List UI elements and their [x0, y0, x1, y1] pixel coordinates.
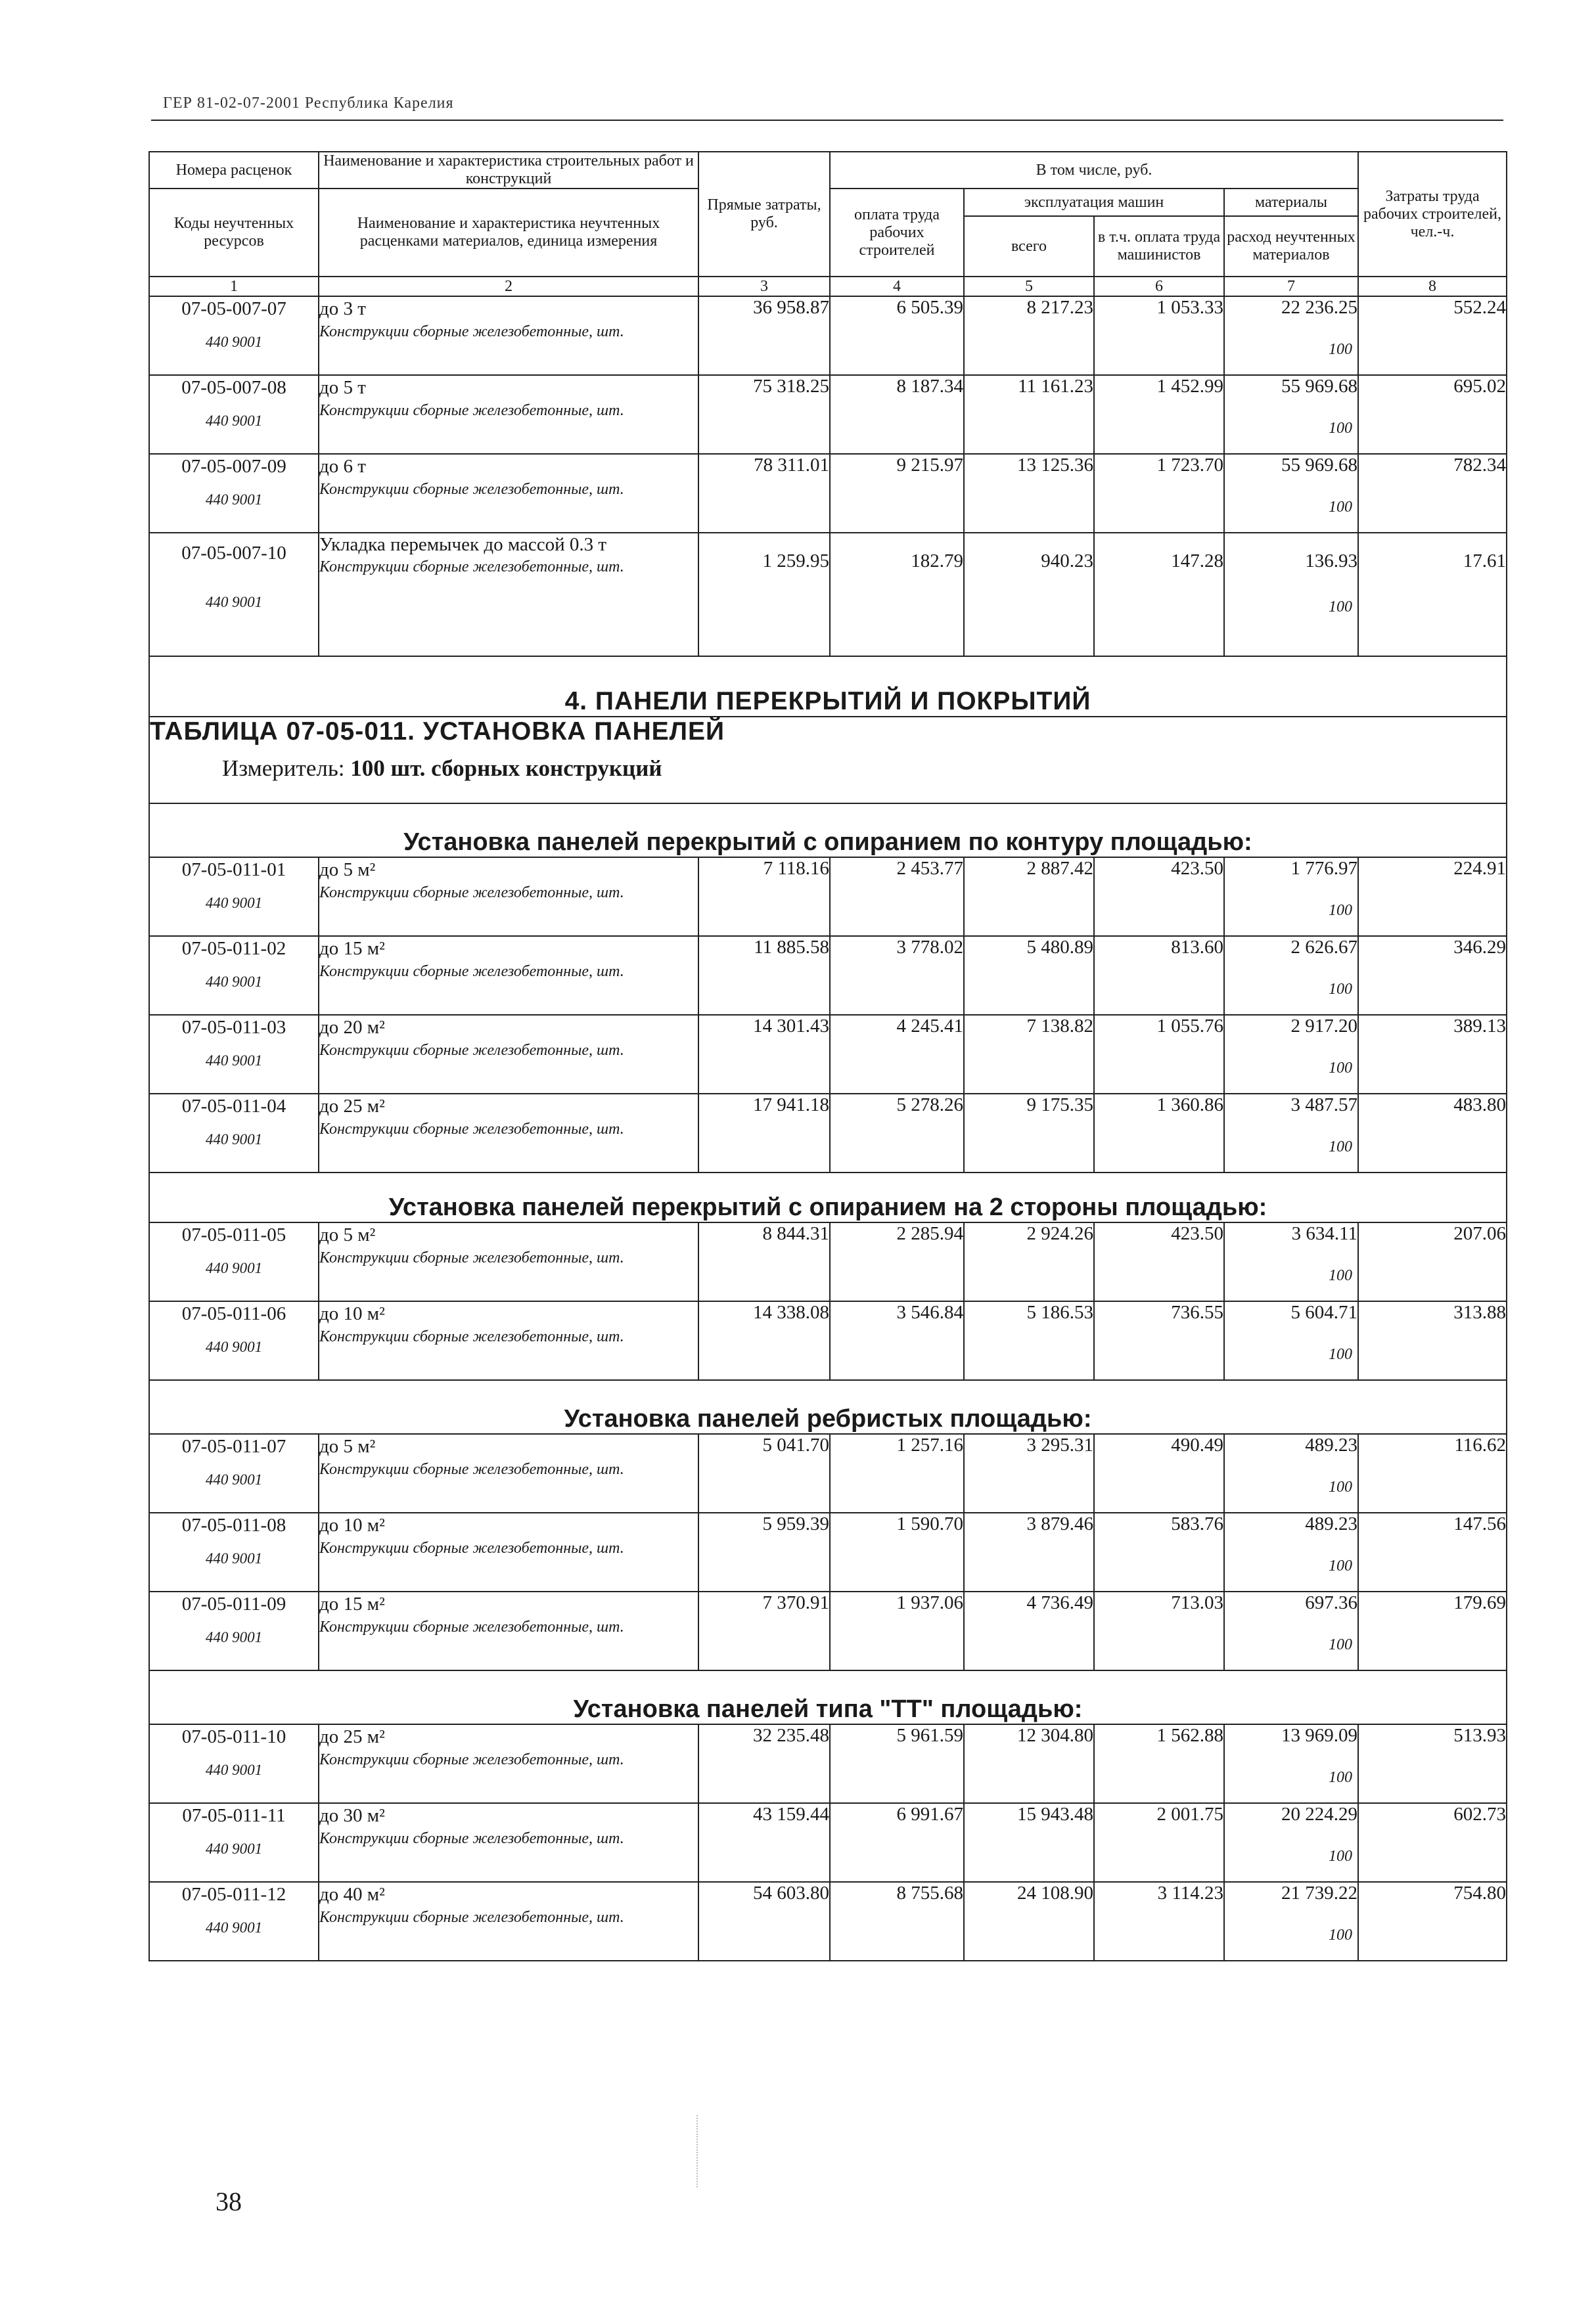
labor-hours: 147.56 [1358, 1513, 1507, 1592]
labor-cost: 5 278.26 [830, 1094, 964, 1173]
labor-hours: 483.80 [1358, 1094, 1507, 1173]
machine-cost: 5 480.89 [964, 936, 1094, 1015]
material-cost: 2 626.67 [1290, 937, 1357, 958]
machine-cost: 13 125.36 [964, 454, 1094, 533]
machine-cost: 5 186.53 [964, 1301, 1094, 1380]
material-cost: 55 969.68 [1281, 455, 1357, 476]
operator-cost: 1 723.70 [1094, 454, 1224, 533]
labor-cost: 9 215.97 [830, 454, 964, 533]
labor-cost: 1 937.06 [830, 1592, 964, 1670]
head-including: В том числе, руб. [830, 152, 1358, 189]
direct-cost: 7 370.91 [698, 1592, 830, 1670]
resource-code: 440 9001 [205, 594, 263, 610]
work-name: до 15 м² [319, 938, 385, 959]
work-name: до 25 м² [319, 1096, 385, 1117]
direct-cost: 8 844.31 [698, 1222, 830, 1301]
labor-hours: 754.80 [1358, 1882, 1507, 1961]
head-c1b: Коды неучтенных ресурсов [149, 189, 319, 277]
resource-code: 440 9001 [205, 1841, 263, 1857]
operator-cost: 1 452.99 [1094, 375, 1224, 454]
machine-cost: 4 736.49 [964, 1592, 1094, 1670]
resource-code: 440 9001 [205, 334, 263, 350]
material-name: Конструкции сборные железобетонные, шт. [319, 1328, 624, 1345]
work-name: Укладка перемычек до массой 0.3 т [319, 534, 607, 555]
table-row [149, 1724, 1507, 1803]
labor-cost: 1 590.70 [830, 1513, 964, 1592]
labor-cost: 3 778.02 [830, 936, 964, 1015]
operator-cost: 2 001.75 [1094, 1803, 1224, 1882]
labor-hours: 17.61 [1358, 533, 1507, 656]
operator-cost: 3 114.23 [1094, 1882, 1224, 1961]
material-name: Конструкции сборные железобетонные, шт. [319, 402, 624, 419]
material-usage: 100 [1329, 1927, 1352, 1944]
labor-cost: 8 755.68 [830, 1882, 964, 1961]
machine-cost: 2 924.26 [964, 1222, 1094, 1301]
table-row [149, 1513, 1507, 1592]
rate-code: 07-05-007-10 [181, 543, 286, 564]
machine-cost: 11 161.23 [964, 375, 1094, 454]
work-name: до 5 т [319, 377, 366, 398]
material-cost: 489.23 [1305, 1513, 1357, 1534]
labor-cost: 182.79 [830, 533, 964, 656]
head-c7: расход неучтенных материалов [1224, 216, 1358, 277]
table-row [149, 1803, 1507, 1882]
resource-code: 440 9001 [205, 1260, 263, 1276]
direct-cost: 14 301.43 [698, 1015, 830, 1094]
material-cost: 3 487.57 [1290, 1094, 1357, 1115]
machine-cost: 2 887.42 [964, 857, 1094, 936]
operator-cost: 583.76 [1094, 1513, 1224, 1592]
rate-code: 07-05-007-08 [181, 377, 286, 398]
table-row [149, 1882, 1507, 1961]
resource-code: 440 9001 [205, 1339, 263, 1355]
material-usage: 100 [1329, 1557, 1352, 1575]
machine-cost: 8 217.23 [964, 296, 1094, 375]
material-cost: 1 776.97 [1290, 858, 1357, 879]
scan-artifact [696, 2115, 699, 2187]
material-name: Конструкции сборные железобетонные, шт. [319, 1461, 624, 1478]
labor-cost: 3 546.84 [830, 1301, 964, 1380]
table-row [149, 296, 1507, 375]
operator-cost: 813.60 [1094, 936, 1224, 1015]
operator-cost: 490.49 [1094, 1434, 1224, 1513]
machine-cost: 9 175.35 [964, 1094, 1094, 1173]
table-row [149, 936, 1507, 1015]
material-cost: 489.23 [1305, 1435, 1357, 1456]
rate-code: 07-05-011-05 [181, 1224, 286, 1245]
operator-cost: 1 360.86 [1094, 1094, 1224, 1173]
group-title: Установка панелей ребристых площадью: [149, 1380, 1507, 1434]
resource-code: 440 9001 [205, 1919, 263, 1936]
labor-hours: 782.34 [1358, 454, 1507, 533]
rate-code: 07-05-011-12 [181, 1884, 286, 1905]
material-usage: 100 [1329, 902, 1352, 919]
material-usage: 100 [1329, 1769, 1352, 1786]
price-table [148, 151, 1507, 1961]
page-number: 38 [216, 2187, 242, 2216]
material-name: Конструкции сборные железобетонные, шт. [319, 963, 624, 980]
material-name: Конструкции сборные железобетонные, шт. [319, 558, 624, 575]
machine-cost: 12 304.80 [964, 1724, 1094, 1803]
work-name: до 15 м² [319, 1594, 385, 1615]
work-name: до 10 м² [319, 1515, 385, 1536]
rate-code: 07-05-011-10 [181, 1726, 286, 1747]
work-name: до 30 м² [319, 1805, 385, 1826]
material-cost: 55 969.68 [1281, 376, 1357, 397]
group-title: Установка панелей перекрытий с опиранием на 2 стороны площадью: [149, 1173, 1507, 1222]
col-num-1: 1 [149, 277, 319, 296]
table-row [149, 1222, 1507, 1301]
material-usage: 100 [1329, 1848, 1352, 1865]
direct-cost: 7 118.16 [698, 857, 830, 936]
resource-code: 440 9001 [205, 1131, 263, 1148]
work-name: до 10 м² [319, 1303, 385, 1324]
material-name: Конструкции сборные железобетонные, шт. [319, 1909, 624, 1926]
labor-cost: 2 453.77 [830, 857, 964, 936]
direct-cost: 78 311.01 [698, 454, 830, 533]
table-row [149, 533, 1507, 656]
direct-cost: 54 603.80 [698, 1882, 830, 1961]
material-name: Конструкции сборные железобетонные, шт. [319, 1619, 624, 1636]
rate-code: 07-05-007-07 [181, 298, 286, 319]
col-num-3: 3 [698, 277, 830, 296]
resource-code: 440 9001 [205, 491, 263, 508]
section-title: 4. ПАНЕЛИ ПЕРЕКРЫТИЙ И ПОКРЫТИЙ [149, 656, 1507, 717]
table-title: ТАБЛИЦА 07-05-011. УСТАНОВКА ПАНЕЛЕЙ [150, 717, 725, 746]
operator-cost: 1 053.33 [1094, 296, 1224, 375]
labor-hours: 389.13 [1358, 1015, 1507, 1094]
table-row [149, 857, 1507, 936]
rate-code: 07-05-011-03 [181, 1017, 286, 1038]
labor-cost: 1 257.16 [830, 1434, 964, 1513]
labor-cost: 6 505.39 [830, 296, 964, 375]
operator-cost: 147.28 [1094, 533, 1224, 656]
material-cost: 20 224.29 [1281, 1804, 1357, 1825]
labor-cost: 4 245.41 [830, 1015, 964, 1094]
work-name: до 40 м² [319, 1884, 385, 1905]
material-usage: 100 [1329, 981, 1352, 998]
machine-cost: 940.23 [964, 533, 1094, 656]
rate-code: 07-05-011-08 [181, 1515, 286, 1536]
head-materials: материалы [1224, 189, 1358, 216]
material-name: Конструкции сборные железобетонные, шт. [319, 1249, 624, 1266]
direct-cost: 43 159.44 [698, 1803, 830, 1882]
operator-cost: 1 055.76 [1094, 1015, 1224, 1094]
col-num-5: 5 [964, 277, 1094, 296]
labor-hours: 224.91 [1358, 857, 1507, 936]
material-name: Конструкции сборные железобетонные, шт. [319, 1042, 624, 1059]
work-name: до 5 м² [319, 1436, 376, 1457]
labor-hours: 695.02 [1358, 375, 1507, 454]
material-cost: 3 634.11 [1291, 1223, 1357, 1244]
header-rule [151, 120, 1503, 121]
resource-code: 440 9001 [205, 1052, 263, 1069]
col-num-4: 4 [830, 277, 964, 296]
material-usage: 100 [1329, 1138, 1352, 1155]
direct-cost: 5 041.70 [698, 1434, 830, 1513]
rate-code: 07-05-011-04 [181, 1096, 286, 1117]
labor-cost: 5 961.59 [830, 1724, 964, 1803]
labor-hours: 179.69 [1358, 1592, 1507, 1670]
head-c3: Прямые затраты, руб. [698, 152, 830, 277]
resource-code: 440 9001 [205, 413, 263, 429]
material-name: Конструкции сборные железобетонные, шт. [319, 481, 624, 498]
group-title: Установка панелей перекрытий с опиранием по контуру площадью: [149, 803, 1507, 857]
material-name: Конструкции сборные железобетонные, шт. [319, 323, 624, 340]
table-row [149, 1301, 1507, 1380]
col-num-6: 6 [1094, 277, 1224, 296]
rate-code: 07-05-007-09 [181, 456, 286, 477]
head-c2b: Наименование и характеристика неучтенных расценками материалов, единица измерения [319, 189, 698, 277]
direct-cost: 36 958.87 [698, 296, 830, 375]
material-cost: 22 236.25 [1281, 297, 1357, 318]
machine-cost: 3 879.46 [964, 1513, 1094, 1592]
labor-hours: 513.93 [1358, 1724, 1507, 1803]
material-name: Конструкции сборные железобетонные, шт. [319, 1751, 624, 1768]
measure-value: 100 шт. сборных конструкций [350, 755, 662, 781]
material-name: Конструкции сборные железобетонные, шт. [319, 1830, 624, 1847]
work-name: до 3 т [319, 298, 366, 319]
direct-cost: 5 959.39 [698, 1513, 830, 1592]
operator-cost: 423.50 [1094, 857, 1224, 936]
measure-label: Измеритель: [222, 755, 345, 781]
labor-hours: 346.29 [1358, 936, 1507, 1015]
labor-hours: 552.24 [1358, 296, 1507, 375]
rate-code: 07-05-011-11 [182, 1805, 286, 1826]
material-usage: 100 [1329, 420, 1352, 437]
material-usage: 100 [1329, 1479, 1352, 1496]
resource-code: 440 9001 [205, 1471, 263, 1488]
resource-code: 440 9001 [205, 1550, 263, 1567]
labor-hours: 116.62 [1358, 1434, 1507, 1513]
work-name: до 5 м² [319, 1224, 376, 1245]
rate-code: 07-05-011-07 [181, 1436, 286, 1457]
rate-code: 07-05-011-01 [181, 859, 286, 880]
resource-code: 440 9001 [205, 973, 263, 990]
material-name: Конструкции сборные железобетонные, шт. [319, 1540, 624, 1557]
material-usage: 100 [1329, 1346, 1352, 1363]
material-name: Конструкции сборные железобетонные, шт. [319, 1121, 624, 1138]
machine-cost: 7 138.82 [964, 1015, 1094, 1094]
rate-code: 07-05-011-02 [181, 938, 286, 959]
work-name: до 20 м² [319, 1017, 385, 1038]
labor-hours: 602.73 [1358, 1803, 1507, 1882]
head-c2a: Наименование и характеристика строительных работ и конструкций [319, 152, 698, 189]
head-c6: в т.ч. оплата труда машинистов [1094, 216, 1224, 277]
material-usage: 100 [1329, 341, 1352, 358]
table-row [149, 1094, 1507, 1173]
resource-code: 440 9001 [205, 1762, 263, 1778]
material-cost: 21 739.22 [1281, 1883, 1357, 1904]
labor-hours: 207.06 [1358, 1222, 1507, 1301]
running-header: ГЕР 81-02-07-2001 Республика Карелия [163, 95, 454, 112]
work-name: до 25 м² [319, 1726, 385, 1747]
col-num-7: 7 [1224, 277, 1358, 296]
material-cost: 136.93 [1305, 550, 1357, 571]
table-row [149, 1434, 1507, 1513]
material-cost: 697.36 [1305, 1592, 1357, 1613]
resource-code: 440 9001 [205, 1629, 263, 1645]
operator-cost: 1 562.88 [1094, 1724, 1224, 1803]
rate-code: 07-05-011-09 [181, 1594, 286, 1615]
direct-cost: 1 259.95 [698, 533, 830, 656]
labor-cost: 6 991.67 [830, 1803, 964, 1882]
work-name: до 5 м² [319, 859, 376, 880]
operator-cost: 736.55 [1094, 1301, 1224, 1380]
operator-cost: 713.03 [1094, 1592, 1224, 1670]
material-name: Конструкции сборные железобетонные, шт. [319, 884, 624, 901]
material-usage: 100 [1329, 1060, 1352, 1077]
operator-cost: 423.50 [1094, 1222, 1224, 1301]
direct-cost: 32 235.48 [698, 1724, 830, 1803]
machine-cost: 15 943.48 [964, 1803, 1094, 1882]
direct-cost: 17 941.18 [698, 1094, 830, 1173]
table-row [149, 454, 1507, 533]
head-machines: эксплуатация машин [964, 189, 1224, 216]
group-title: Установка панелей типа "ТТ" площадью: [149, 1670, 1507, 1724]
head-c5: всего [964, 216, 1094, 277]
col-num-8: 8 [1358, 277, 1507, 296]
labor-cost: 2 285.94 [830, 1222, 964, 1301]
table-row [149, 1592, 1507, 1670]
machine-cost: 24 108.90 [964, 1882, 1094, 1961]
direct-cost: 75 318.25 [698, 375, 830, 454]
material-usage: 100 [1329, 1636, 1352, 1653]
work-name: до 6 т [319, 456, 366, 477]
direct-cost: 11 885.58 [698, 936, 830, 1015]
labor-hours: 313.88 [1358, 1301, 1507, 1380]
resource-code: 440 9001 [205, 895, 263, 911]
col-num-2: 2 [319, 277, 698, 296]
machine-cost: 3 295.31 [964, 1434, 1094, 1513]
material-usage: 100 [1329, 499, 1352, 516]
material-cost: 13 969.09 [1281, 1725, 1357, 1746]
direct-cost: 14 338.08 [698, 1301, 830, 1380]
material-usage: 100 [1329, 598, 1352, 615]
rate-code: 07-05-011-06 [181, 1303, 286, 1324]
material-usage: 100 [1329, 1267, 1352, 1284]
head-c1a: Номера расценок [149, 152, 319, 189]
material-cost: 5 604.71 [1290, 1302, 1357, 1323]
table-row [149, 375, 1507, 454]
head-c4: оплата труда рабочих строителей [830, 189, 964, 277]
material-cost: 2 917.20 [1290, 1016, 1357, 1037]
labor-cost: 8 187.34 [830, 375, 964, 454]
table-row [149, 1015, 1507, 1094]
head-c8: Затраты труда рабочих строителей, чел.-ч. [1358, 152, 1507, 277]
